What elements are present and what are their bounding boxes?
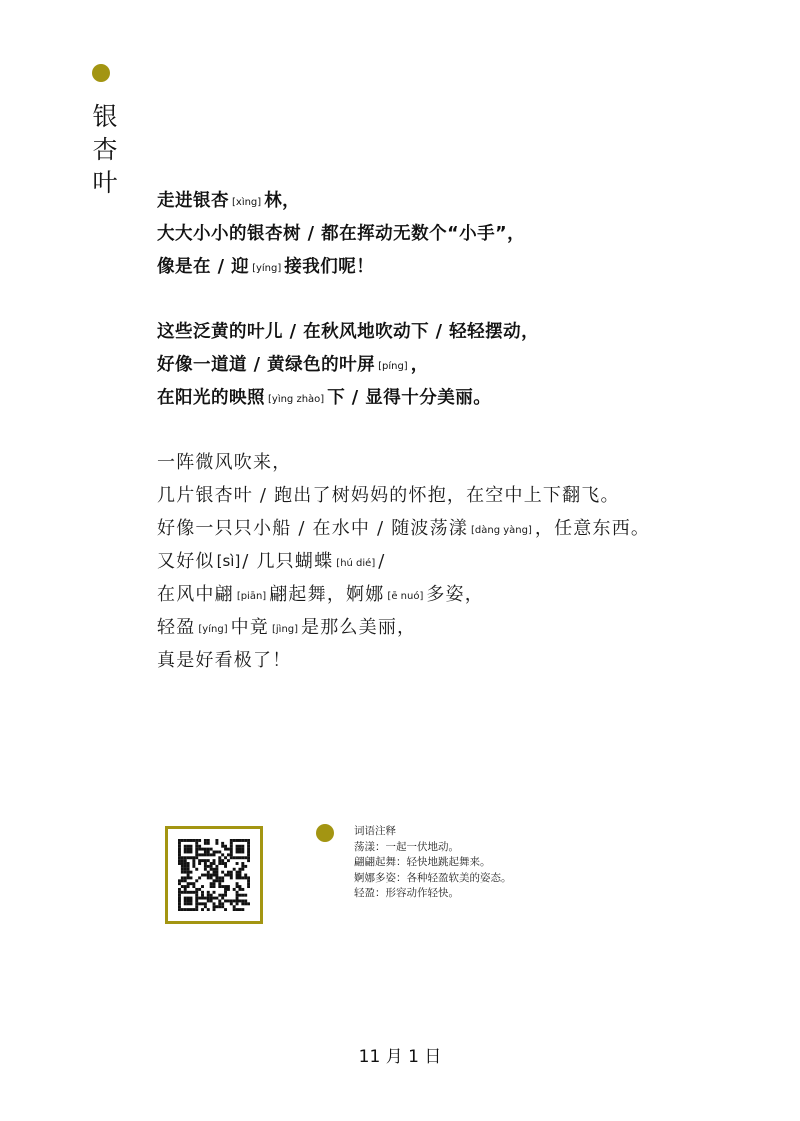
note-item: 荡漾：一起一伏地动。 [354, 840, 459, 853]
notes-bullet-icon [316, 824, 334, 842]
notes-heading: 词语注释 [354, 825, 396, 837]
pinyin: [yìng zhào] [268, 394, 325, 405]
footer-date: 11 月 1 日 [358, 1047, 442, 1067]
pinyin: [yíng] [252, 263, 282, 274]
title-char: 叶 [92, 168, 120, 197]
pinyin: [jìng] [272, 624, 299, 635]
qr-code-icon [178, 839, 250, 911]
poem-line: 几片银杏叶 / 跑出了树妈妈的怀抱，在空中上下翻飞。 [157, 485, 620, 506]
title-char: 银 [92, 102, 120, 131]
poem-line: 在阳光的映照 [yìng zhào] 下 / 显得十分美丽。 [157, 388, 492, 408]
poem-line: 又好似 [sì] / 几只蝴蝶 [hú dié] / [157, 551, 386, 572]
pinyin: [píng] [378, 361, 408, 372]
poem-line: 好像一只只小船 / 在水中 / 随波荡漾 [dàng yàng] ，任意东西。 [157, 518, 651, 539]
page-title [92, 100, 120, 199]
pinyin: [yíng] [198, 624, 228, 635]
note-item: 翩翩起舞：轻快地跳起舞来。 [354, 856, 491, 868]
poem-line: 一阵微风吹来， [157, 452, 292, 473]
pinyin: [hú dié] [336, 558, 376, 569]
poem-line: 真是好看极了！ [157, 650, 292, 671]
pinyin: [ē nuó] [387, 591, 424, 602]
stanza-3 [157, 446, 650, 677]
pinyin: [piān] [236, 591, 267, 602]
qr-code-frame[interactable] [165, 826, 263, 924]
title-bullet-icon [92, 64, 110, 82]
poem-line: 轻盈 [yíng] 中竟 [jìng] 是那么美丽， [157, 617, 417, 638]
note-item: 轻盈：形容动作轻快。 [354, 887, 459, 899]
pinyin: [dàng yàng] [471, 525, 532, 536]
pinyin: [xìng] [232, 197, 262, 208]
glossary-notes [354, 824, 512, 902]
poem-line: 大大小小的银杏树 / 都在挥动无数个“小手”， [157, 224, 526, 244]
poem-line: 这些泛黄的叶儿 / 在秋风地吹动下 / 轻轻摆动， [157, 322, 540, 342]
stanza-2 [157, 316, 539, 415]
poem-line: 在风中翩 [piān] 翩起舞，婀娜 [ē nuó] 多姿， [157, 584, 484, 605]
pinyin: [sì] [216, 552, 241, 570]
poem-line: 好像一道道 / 黄绿色的叶屏 [píng] ， [157, 355, 429, 375]
stanza-1 [157, 185, 525, 284]
note-item: 婀娜多姿：各种轻盈软美的姿态。 [354, 871, 512, 884]
title-char: 杏 [92, 135, 120, 164]
poem-line: 像是在 / 迎 [yíng] 接我们呢！ [157, 257, 375, 277]
poem-line: 走进银杏 [xìng] 林， [157, 191, 301, 211]
